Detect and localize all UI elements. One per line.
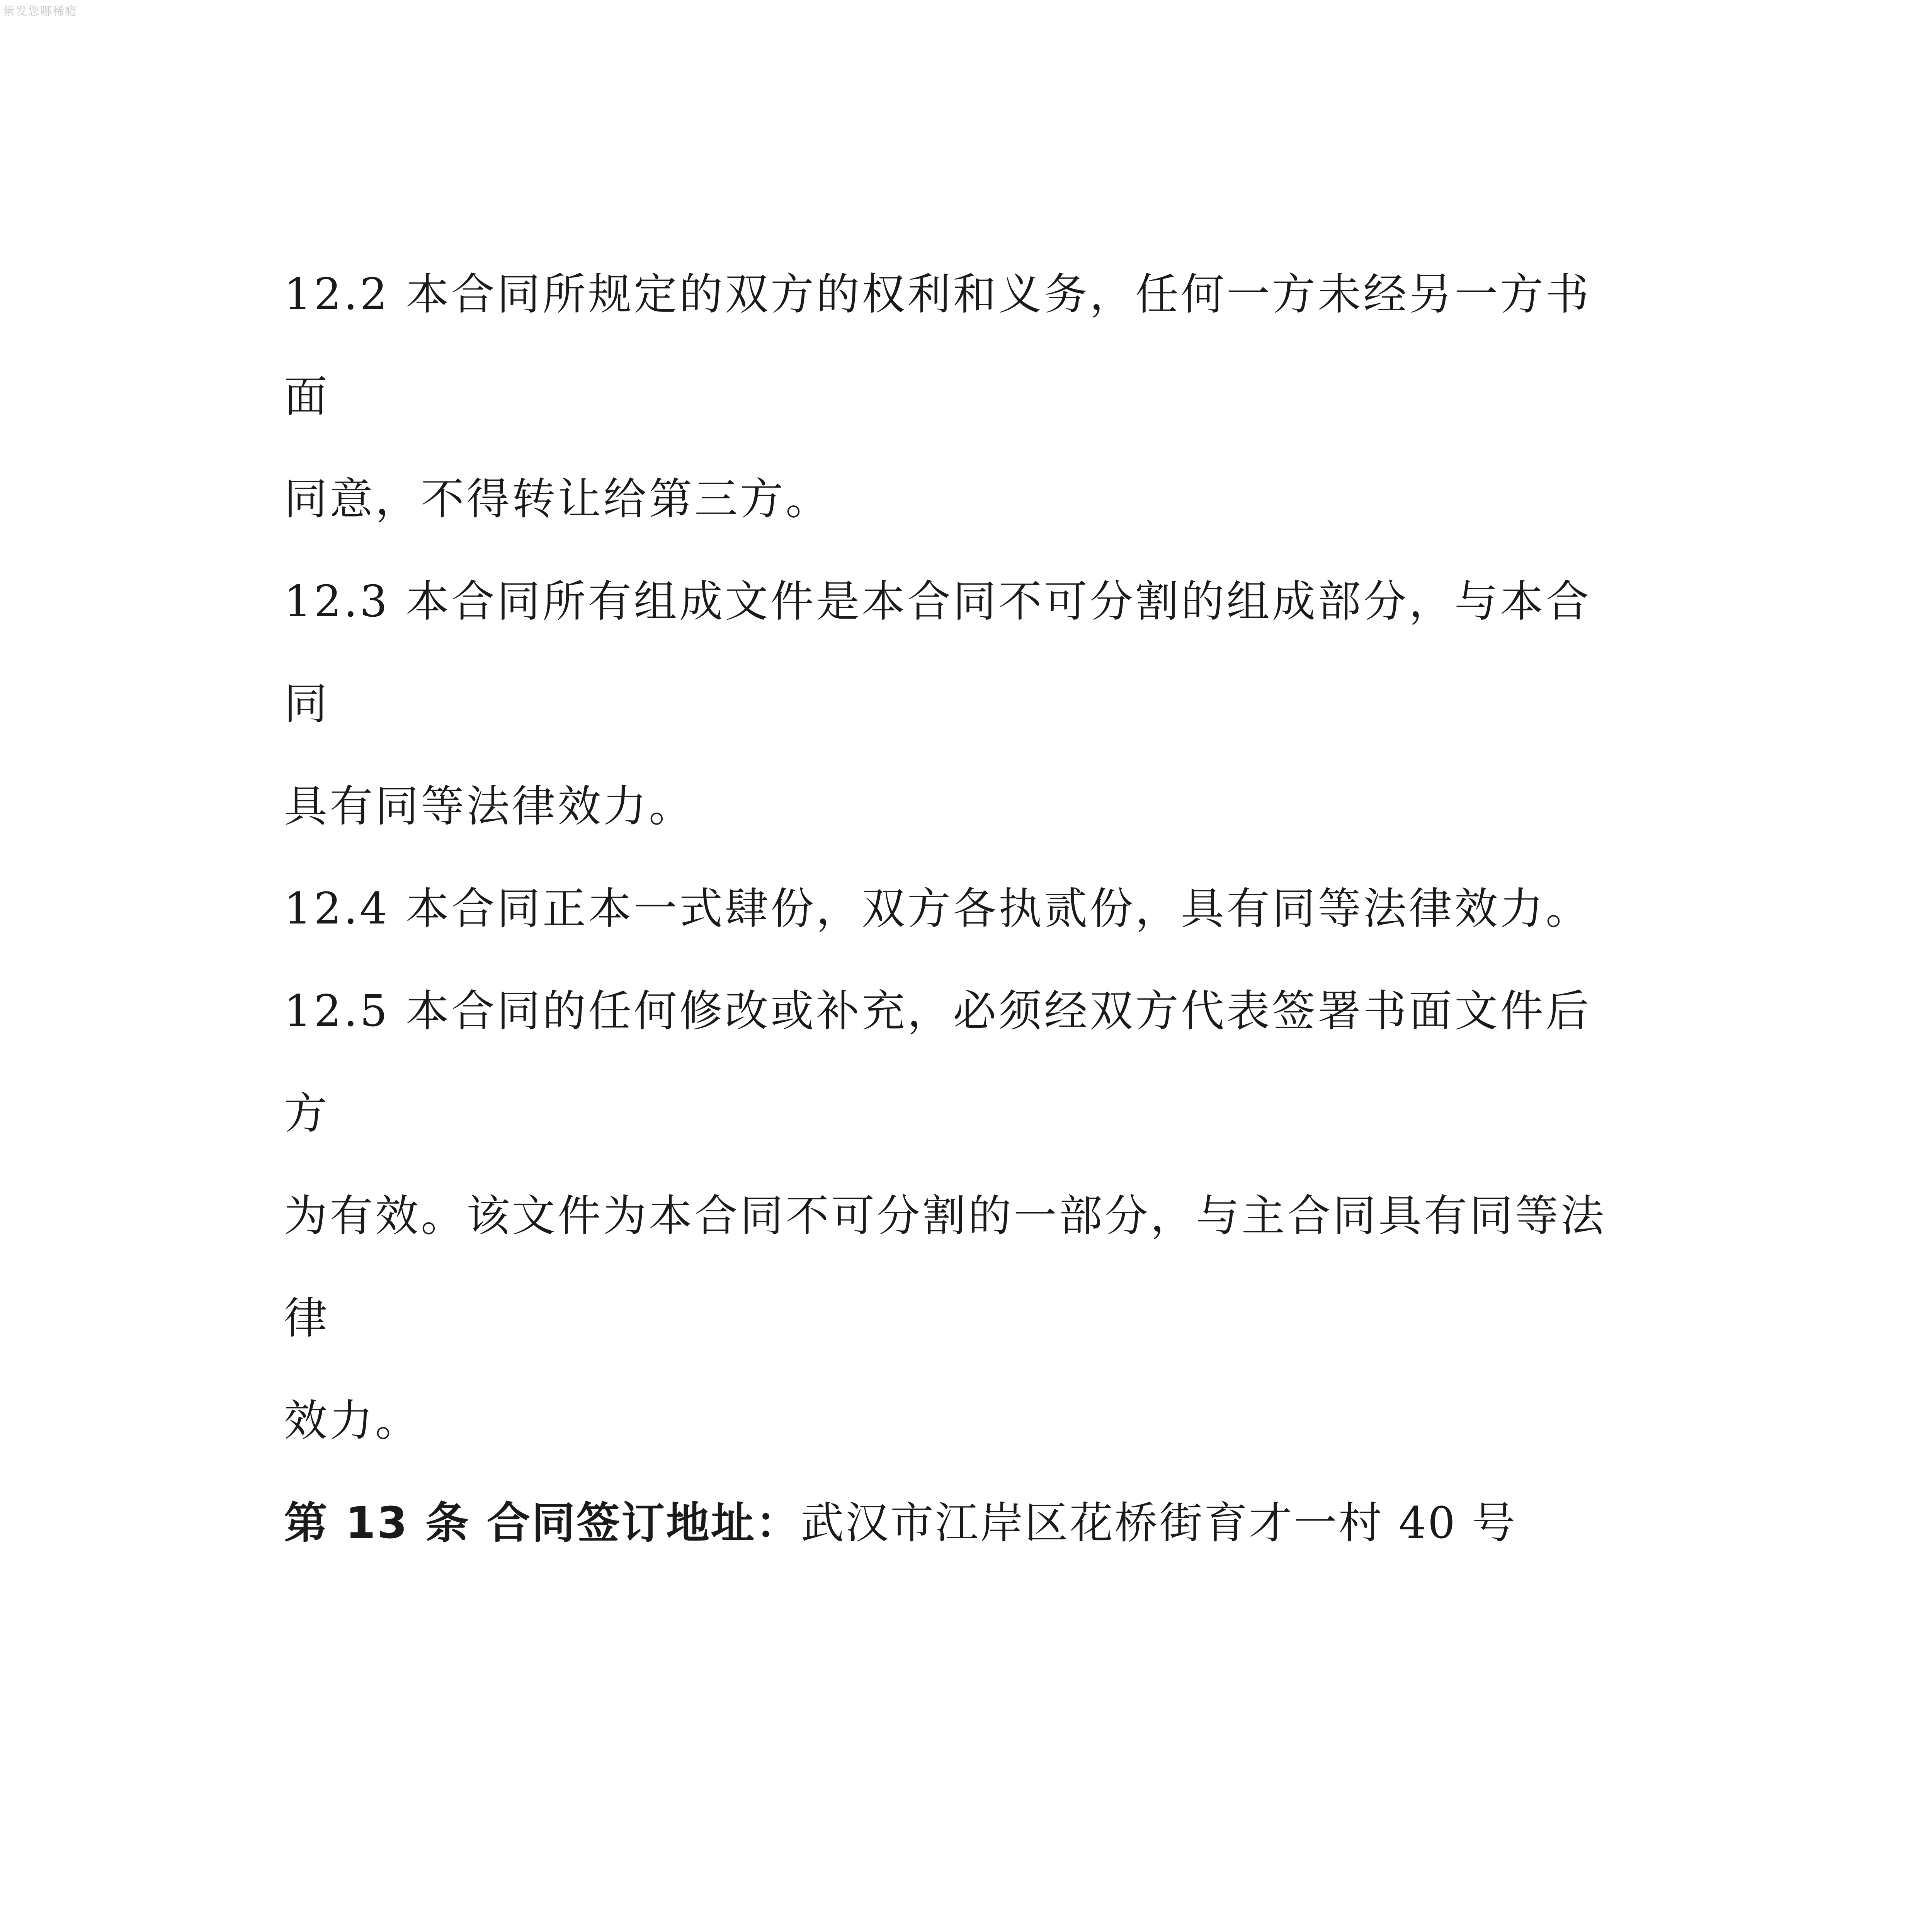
article-13-address: 武汉市江岸区花桥街育才一村 40 号: [800, 1498, 1517, 1548]
watermark-text: 紫发您哪稀瘾: [3, 5, 77, 18]
clause-12-3: 12.3 本合同所有组成文件是本合同不可分割的组成部分，与本合同 具有同等法律效力。: [284, 577, 1591, 832]
clause-12-2: 12.2 本合同所规定的双方的权利和义务，任何一方未经另一方书面 同意，不得转让给第三方。: [284, 269, 1591, 524]
clause-12-4: 12.4 本合同正本一式肆份，双方各执贰份，具有同等法律效力。: [284, 884, 1591, 934]
article-13: [284, 1472, 1636, 1575]
article-13-label: 第 13 条 合同签订地址：: [284, 1498, 801, 1548]
clause-12-5: 12.5 本合同的任何修改或补充，必须经双方代表签署书面文件后方 为有效。该文件为本合同不可分割的一部分，与主合同具有同等法律 效力。: [284, 986, 1606, 1446]
document-body: [284, 243, 1636, 1575]
